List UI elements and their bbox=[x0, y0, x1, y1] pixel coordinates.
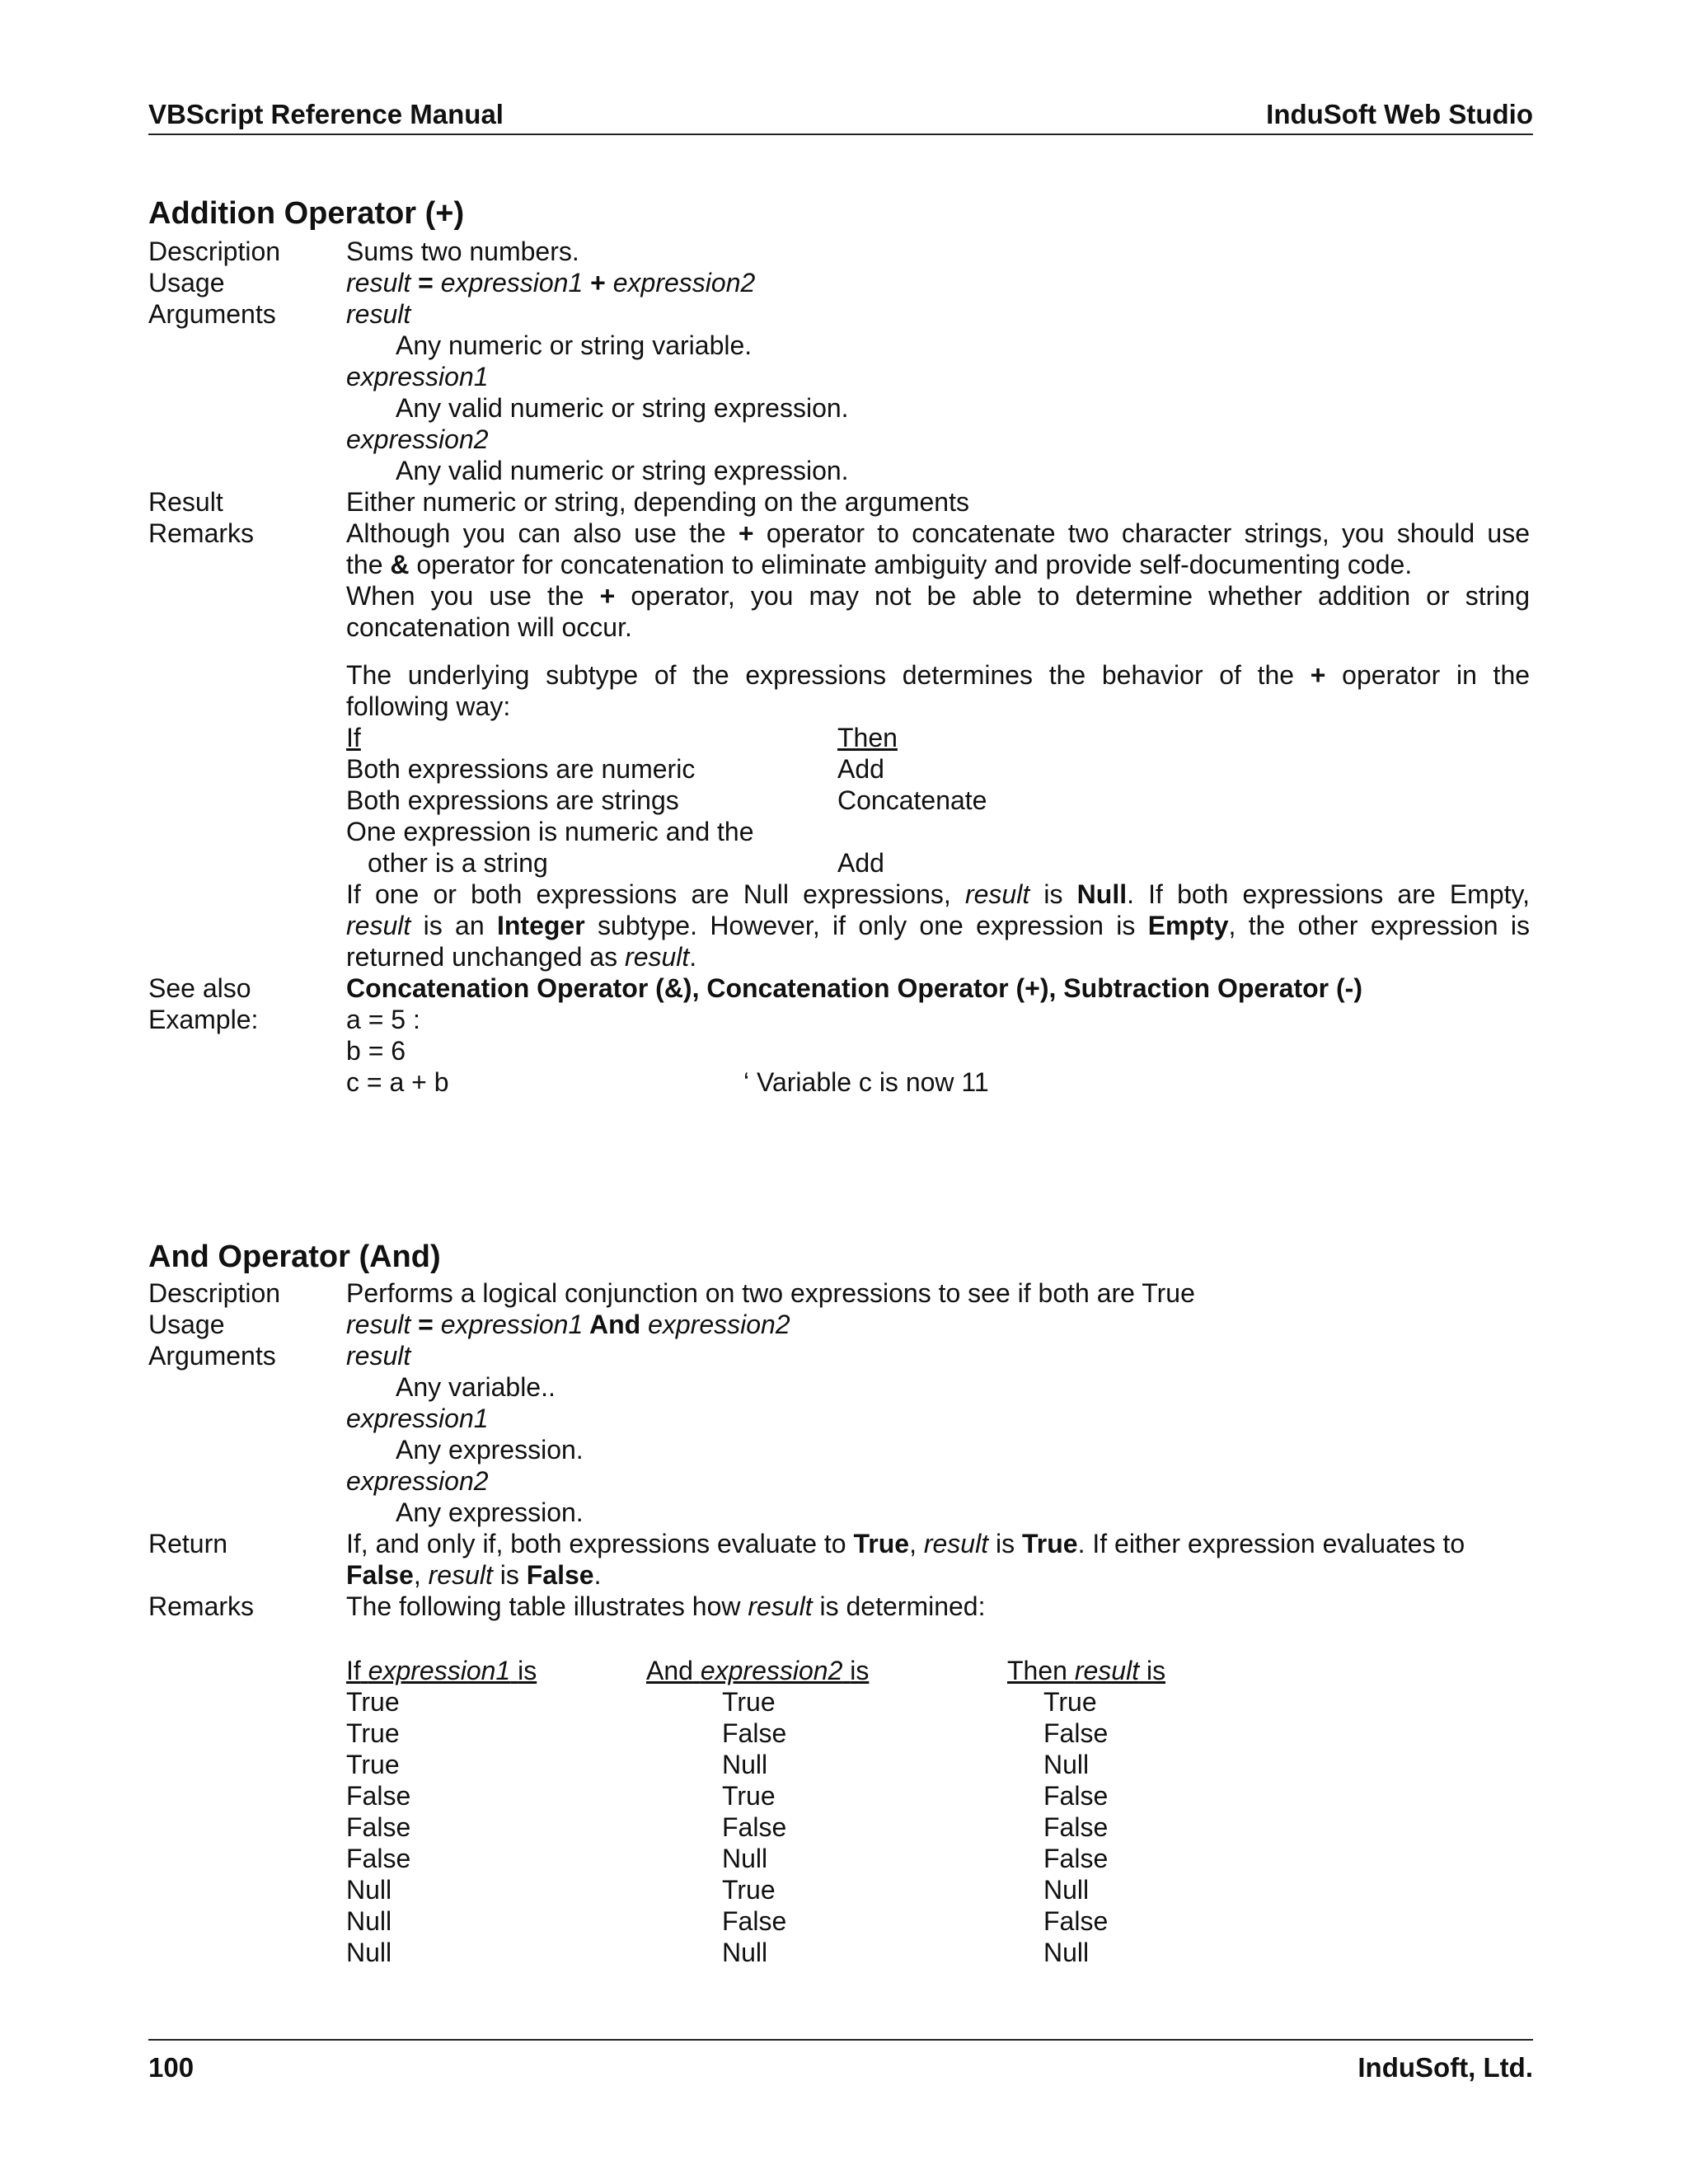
and-table-header-and: And expression2 is bbox=[646, 1656, 870, 1685]
and-table-cell: True bbox=[346, 1718, 400, 1748]
and-heading: And Operator (And) bbox=[148, 1240, 441, 1274]
addition-arg-result-name: result bbox=[346, 299, 411, 329]
addition-see-also-links[interactable]: Concatenation Operator (&), Concatenation Operator (+), Subtraction Operator (-) bbox=[346, 973, 1362, 1003]
addition-remarks-line-6: following way: bbox=[346, 691, 511, 721]
addition-table-row3-then: Add bbox=[837, 848, 884, 878]
and-table-cell: Null bbox=[722, 1750, 768, 1779]
addition-heading: Addition Operator (+) bbox=[148, 196, 465, 231]
addition-example-line-3: c = a + b bbox=[346, 1067, 449, 1097]
addition-arg-result-desc: Any numeric or string variable. bbox=[396, 330, 753, 360]
header-title: VBScript Reference Manual bbox=[148, 99, 504, 129]
and-table-cell: True bbox=[722, 1781, 776, 1811]
and-arg-result-desc: Any variable.. bbox=[396, 1372, 556, 1402]
addition-result-label: Result bbox=[148, 487, 223, 517]
header-product: InduSoft Web Studio bbox=[1266, 99, 1533, 129]
addition-see-also-label: See also bbox=[148, 973, 251, 1003]
addition-usage-label: Usage bbox=[148, 268, 225, 298]
addition-example-comment: ‘ Variable c is now 11 bbox=[743, 1067, 989, 1097]
and-table-cell: Null bbox=[346, 1938, 392, 1967]
and-return-line-2: False, result is False. bbox=[346, 1560, 602, 1590]
page-header bbox=[148, 97, 1533, 135]
addition-table-row3-if-b: other is a string bbox=[368, 848, 548, 878]
addition-result-text: Either numeric or string, depending on the arguments bbox=[346, 487, 969, 517]
and-table-cell: Null bbox=[1043, 1938, 1090, 1967]
and-description: Performs a logical conjunction on two expressions to see if both are True bbox=[346, 1278, 1195, 1308]
addition-table-header-then: Then bbox=[837, 723, 898, 752]
and-table-cell: Null bbox=[722, 1844, 768, 1873]
addition-remarks-line-3: When you use the + operator, you may not be able to determine whether addition or string bbox=[346, 581, 1531, 611]
addition-example-label: Example: bbox=[148, 1005, 259, 1034]
and-table-cell: False bbox=[1043, 1844, 1109, 1873]
and-remarks-label: Remarks bbox=[148, 1591, 255, 1621]
and-arg-result-name: result bbox=[346, 1341, 411, 1371]
addition-remarks-label: Remarks bbox=[148, 518, 255, 548]
and-table-header-then: Then result is bbox=[1007, 1656, 1166, 1685]
and-usage: result = expression1 And expression2 bbox=[346, 1310, 790, 1339]
and-table-cell: False bbox=[722, 1812, 787, 1842]
and-table-cell: False bbox=[346, 1812, 411, 1842]
addition-usage: result = expression1 + expression2 bbox=[346, 268, 756, 298]
addition-arg-expr2-desc: Any valid numeric or string expression. bbox=[396, 456, 849, 485]
addition-remarks-line-4: concatenation will occur. bbox=[346, 612, 632, 642]
addition-description: Sums two numbers. bbox=[346, 237, 579, 266]
and-table-cell: True bbox=[1043, 1687, 1097, 1717]
and-arg-expr2-name: expression2 bbox=[346, 1466, 489, 1496]
and-table-cell: False bbox=[346, 1844, 411, 1873]
addition-table-row1-if: Both expressions are numeric bbox=[346, 754, 696, 784]
addition-table-row3-if-a: One expression is numeric and the bbox=[346, 817, 754, 846]
and-table-cell: True bbox=[722, 1687, 776, 1717]
and-table-cell: False bbox=[1043, 1781, 1109, 1811]
and-table-cell: False bbox=[1043, 1718, 1109, 1748]
addition-table-row2-then: Concatenate bbox=[837, 785, 987, 815]
addition-table-header-if: If bbox=[346, 723, 361, 752]
addition-remarks-line-2: the & operator for concatenation to eliminate ambiguity and provide self-documenting code. bbox=[346, 550, 1413, 579]
addition-null-line-1: If one or both expressions are Null expressions, result is Null. If both expressions are Empty, bbox=[346, 879, 1531, 909]
addition-arg-expr1-desc: Any valid numeric or string expression. bbox=[396, 393, 849, 423]
and-arguments-label: Arguments bbox=[148, 1341, 276, 1371]
addition-arguments-label: Arguments bbox=[148, 299, 276, 329]
addition-remarks-line-5: The underlying subtype of the expressions determines the behavior of the + operator in the bbox=[346, 660, 1531, 690]
and-usage-label: Usage bbox=[148, 1310, 225, 1339]
and-table-cell: False bbox=[1043, 1906, 1109, 1936]
page-footer bbox=[148, 2039, 1533, 2082]
and-table-cell: True bbox=[346, 1750, 400, 1779]
and-table-cell: Null bbox=[722, 1938, 768, 1967]
and-table-cell: Null bbox=[346, 1875, 392, 1905]
and-table-cell: True bbox=[722, 1875, 776, 1905]
and-arg-expr1-name: expression1 bbox=[346, 1404, 489, 1433]
and-table-cell: False bbox=[722, 1906, 787, 1936]
addition-table-row1-then: Add bbox=[837, 754, 884, 784]
addition-remarks-line-1: Although you can also use the + operator to concatenate two character strings, you should use bbox=[346, 518, 1531, 548]
and-description-label: Description bbox=[148, 1278, 281, 1308]
addition-arg-expr2-name: expression2 bbox=[346, 424, 489, 454]
and-table-cell: Null bbox=[346, 1906, 392, 1936]
addition-arg-expr1-name: expression1 bbox=[346, 362, 489, 391]
and-table-cell: False bbox=[1043, 1812, 1109, 1842]
and-return-label: Return bbox=[148, 1529, 228, 1558]
addition-example-line-1: a = 5 : bbox=[346, 1005, 420, 1034]
footer-company: InduSoft, Ltd. bbox=[1357, 2052, 1533, 2083]
and-table-header-if: If expression1 is bbox=[346, 1656, 537, 1685]
and-arg-expr2-desc: Any expression. bbox=[396, 1497, 584, 1527]
addition-table-row2-if: Both expressions are strings bbox=[346, 785, 679, 815]
addition-description-label: Description bbox=[148, 237, 281, 266]
and-table-cell: Null bbox=[1043, 1750, 1090, 1779]
and-table-cell: True bbox=[346, 1687, 400, 1717]
and-remarks: The following table illustrates how result is determined: bbox=[346, 1591, 986, 1621]
and-table-cell: False bbox=[346, 1781, 411, 1811]
and-table-cell: False bbox=[722, 1718, 787, 1748]
addition-null-line-2: result is an Integer subtype. However, if only one expression is Empty, the other expression is bbox=[346, 911, 1531, 940]
addition-example-line-2: b = 6 bbox=[346, 1036, 406, 1066]
addition-null-line-3: returned unchanged as result. bbox=[346, 942, 697, 972]
and-arg-expr1-desc: Any expression. bbox=[396, 1435, 584, 1465]
and-return-line-1: If, and only if, both expressions evaluate to True, result is True. If either expression evaluates to bbox=[346, 1529, 1465, 1558]
and-table-cell: Null bbox=[1043, 1875, 1090, 1905]
page-number: 100 bbox=[148, 2052, 195, 2083]
